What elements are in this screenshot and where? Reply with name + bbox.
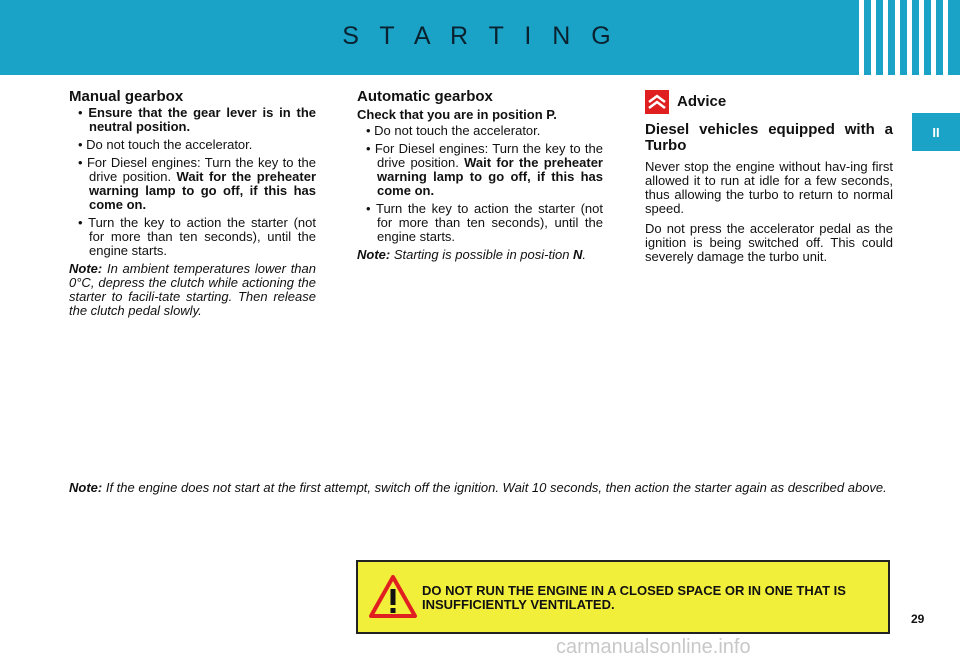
automatic-gearbox-section: [357, 90, 603, 262]
advice-section: [645, 90, 893, 270]
manual-gearbox-heading: Manual gearbox: [69, 88, 184, 105]
check-position-text: Check that you are in position P.: [357, 107, 557, 122]
warning-box: [356, 560, 890, 634]
manual-gearbox-section: [69, 90, 316, 318]
automatic-note: Note: Starting is possible in posi-tion N.: [357, 247, 587, 262]
header-bar: [0, 0, 960, 75]
bottom-note: Note: If the engine does not start at the first attempt, switch off the ignition. Wait 10 seconds, then action the starter again as described above.: [69, 480, 887, 495]
advice-paragraph: Do not press the accelerator pedal as the ignition is being switched off. This could severely damage the turbo unit.: [645, 221, 893, 264]
list-item: • For Diesel engines: Turn the key to the drive position. Wait for the preheater warning lamp to go off, if this has come on.: [366, 141, 603, 198]
chapter-tab[interactable]: II: [912, 113, 960, 151]
list-item: • Turn the key to action the starter (not for more than ten seconds), until the engine starts.: [366, 201, 603, 244]
warning-text: DO NOT RUN THE ENGINE IN A CLOSED SPACE OR IN ONE THAT IS INSUFFICIENTLY VENTILATED.: [422, 583, 846, 612]
automatic-gearbox-heading: Automatic gearbox: [357, 88, 493, 105]
list-item: • Turn the key to action the starter (not for more than ten seconds), until the engine starts.: [78, 215, 316, 258]
turbo-subheading: Diesel vehicles equipped with a Turbo: [645, 121, 893, 154]
footer-watermark: carmanualsonline.info: [556, 636, 751, 658]
page-number: 29: [911, 612, 925, 626]
list-item: • Do not touch the accelerator.: [78, 137, 253, 152]
list-item: • For Diesel engines: Turn the key to the drive position. Wait for the preheater warning lamp to go off, if this has come on.: [78, 155, 316, 212]
list-item: • Do not touch the accelerator.: [366, 123, 541, 138]
page-title: S T A R T I N G: [342, 22, 618, 50]
advice-paragraph: Never stop the engine without hav-ing first allowed it to run at idle for a few seconds, thus allowing the turbo to return to normal speed.: [645, 159, 893, 216]
advice-title: Advice: [677, 93, 727, 110]
manual-note: Note: In ambient temperatures lower than 0°C, depress the clutch while actioning the starter to facili-tate starting. Then release the clutch pedal slowly.: [69, 261, 316, 318]
list-item: • Ensure that the gear lever is in the neutral position.: [78, 105, 316, 134]
warning-triangle-icon: [368, 572, 418, 622]
header-stripes: [859, 0, 948, 75]
brand-chevron-logo: [645, 90, 669, 114]
